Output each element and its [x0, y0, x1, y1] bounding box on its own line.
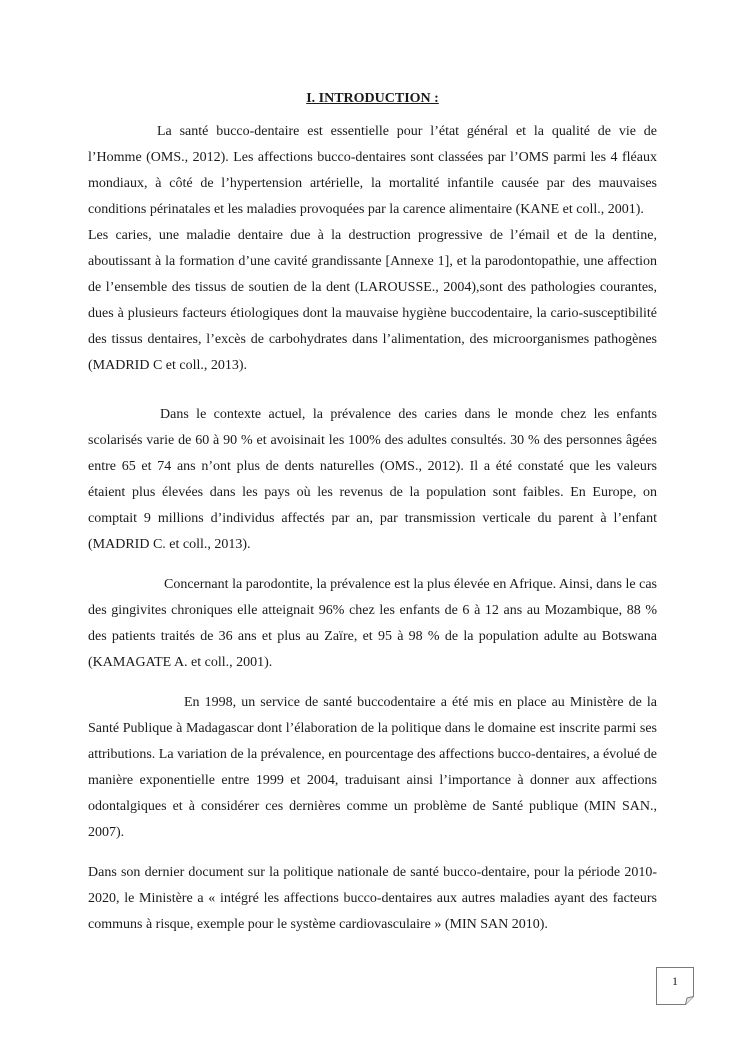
paragraph-madagascar-service: En 1998, un service de santé buccodentaire a été mis en place au Ministère de la Santé Publique à Madagascar dont l’élaboration de la politique dans le domaine est inscrite parmi ses attributions. La variation de la prévalence, en pourcentage des affections bucco-dentaires, a évolué de manière exponentielle entre 1999 et 2004, traduisant ainsi l’importance à donner aux affections odontalgiques et à considérer ces dernières comme un problème de Santé publique (MIN SAN., 2007).	[88, 695, 657, 840]
paragraph-national-policy: Dans son dernier document sur la politique nationale de santé bucco-dentaire, pour la période 2010-2020, le Ministère a « intégré les affections bucco-dentaires aux autres maladies ayant des facteurs communs à risque, exemple pour le système cardiovasculaire » (MIN SAN 2010).	[88, 865, 657, 932]
page-number: 1	[672, 974, 678, 988]
paragraph-caries-prevalence: Dans le contexte actuel, la prévalence des caries dans le monde chez les enfants scolarisés varie de 60 à 90 % et avoisinait les 100% des adultes consultés. 30 % des personnes âgées entre 65 et 74 ans n’ont plus de dents naturelles (OMS., 2012). Il a été constaté que les valeurs étaient plus élevées dans les pays où les revenus de la population sont faibles. En Europe, on comptait 9 millions d’individus affectés par an, par transmission verticale du parent à l’enfant (MADRID C. et coll., 2013).	[88, 407, 657, 552]
paragraph-caries-definition: Les caries, une maladie dentaire due à la destruction progressive de l’émail et de la dentine, aboutissant à la formation d’une cavité grandissante [Annexe 1], et la parodontopathie, une affection de l’ensemble des tissus de soutien de la dent (LAROUSSE., 2004),sont des pathologies courantes, dues à plusieurs facteurs étiologiques dont la mauvaise hygiène buccodentaire, la cario-susceptibilité des tissus dentaires, l’excès de carbohydrates dans l’alimentation, des microorganismes pathogènes (MADRID C et coll., 2013).	[88, 228, 657, 373]
body-text	[88, 119, 657, 938]
section-title: I. INTRODUCTION :	[306, 91, 439, 106]
paragraph-periodontitis: Concernant la parodontite, la prévalence est la plus élevée en Afrique. Ainsi, dans le cas des gingivites chroniques elle atteignait 96% chez les enfants de 6 à 12 ans au Mozambique, 88 % des patients traités de 36 ans et plus au Zaïre, et 95 à 98 % de la population adulte au Botswana (KAMAGATE A. et coll., 2001).	[88, 577, 657, 670]
page-number-box	[656, 967, 694, 1005]
paragraph-oral-health: La santé bucco-dentaire est essentielle pour l’état général et la qualité de vie de l’Homme (OMS., 2012). Les affections bucco-dentaires sont classées par l’OMS parmi les 4 fléaux mondiaux, à côté de l’hypertension artérielle, la mortalité infantile causée par des mauvaises conditions périnatales et les maladies provoquées par la carence alimentaire (KANE et coll., 2001).	[88, 124, 657, 217]
